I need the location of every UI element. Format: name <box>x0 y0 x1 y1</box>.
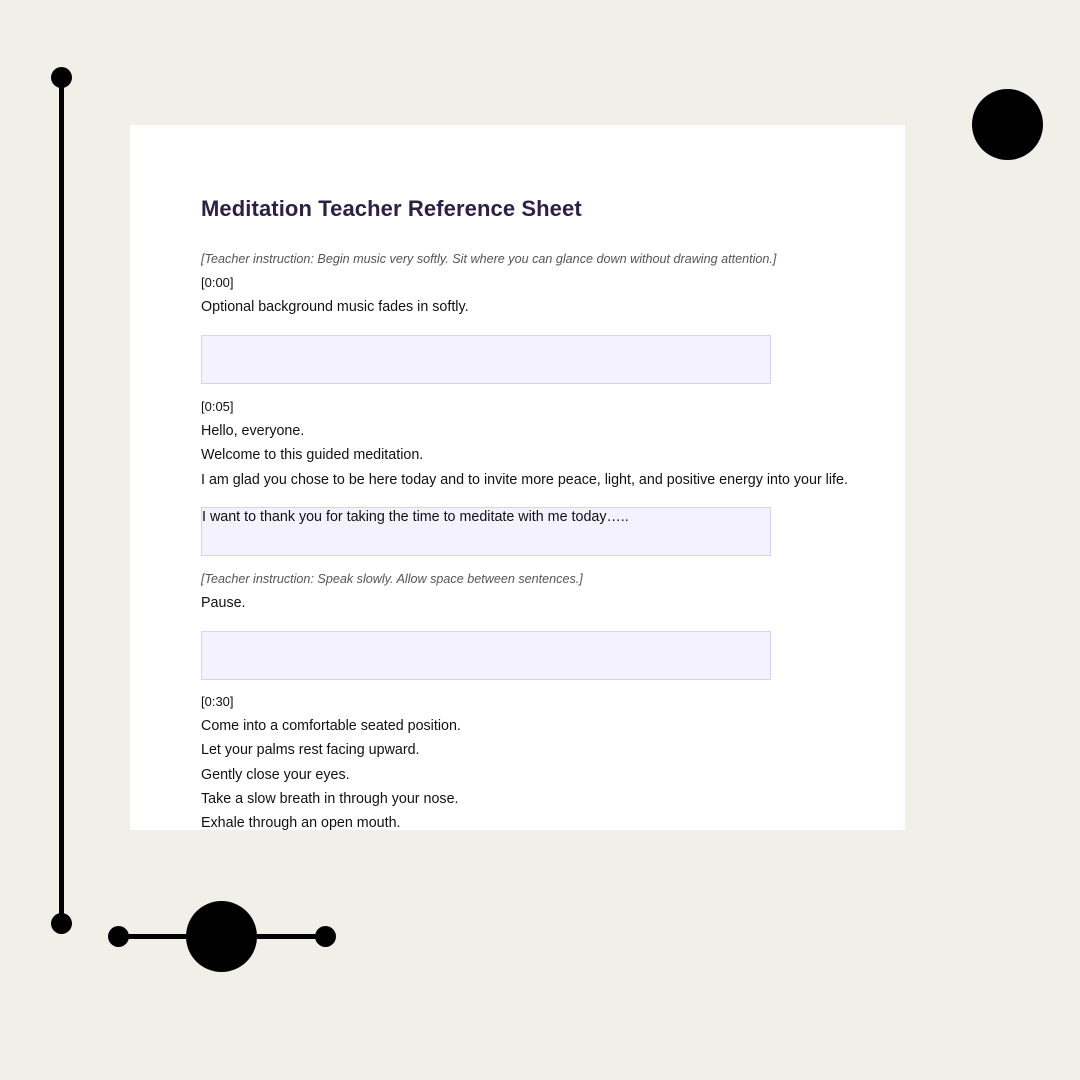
timestamp-0-30: [0:30] <box>201 694 234 709</box>
document-page <box>130 125 905 830</box>
script-line-pause: Pause. <box>201 595 246 611</box>
top-left-dot <box>51 67 72 88</box>
horizontal-left-dot <box>108 926 129 947</box>
timestamp-0-00: [0:00] <box>201 275 234 290</box>
script-line-glad: I am glad you chose to be here today and to invite more peace, light, and positive energy into your life. <box>201 472 848 488</box>
note-box-3[interactable] <box>201 631 771 680</box>
script-line-welcome: Welcome to this guided meditation. <box>201 447 424 463</box>
page-title: Meditation Teacher Reference Sheet <box>201 196 582 221</box>
script-line-palms: Let your palms rest facing upward. <box>201 742 420 758</box>
script-line-breath: Take a slow breath in through your nose. <box>201 791 459 807</box>
script-line-exhale: Exhale through an open mouth. <box>201 815 401 830</box>
bottom-large-circle <box>186 901 257 972</box>
note-box-2[interactable]: I want to thank you for taking the time to meditate with me today….. <box>201 507 771 556</box>
teacher-instruction-2: [Teacher instruction: Speak slowly. Allow space between sentences.] <box>201 572 583 586</box>
timestamp-0-05: [0:05] <box>201 399 234 414</box>
bottom-left-dot <box>51 913 72 934</box>
horizontal-right-dot <box>315 926 336 947</box>
script-line-hello: Hello, everyone. <box>201 423 305 439</box>
note-box-1[interactable] <box>201 335 771 384</box>
vertical-bar <box>59 77 64 924</box>
script-line-seated: Come into a comfortable seated position. <box>201 718 461 734</box>
teacher-instruction-1: [Teacher instruction: Begin music very softly. Sit where you can glance down without drawing attention.] <box>201 252 777 266</box>
script-line-eyes: Gently close your eyes. <box>201 767 350 783</box>
top-right-circle <box>972 89 1043 160</box>
script-line-music: Optional background music fades in softly. <box>201 299 469 315</box>
